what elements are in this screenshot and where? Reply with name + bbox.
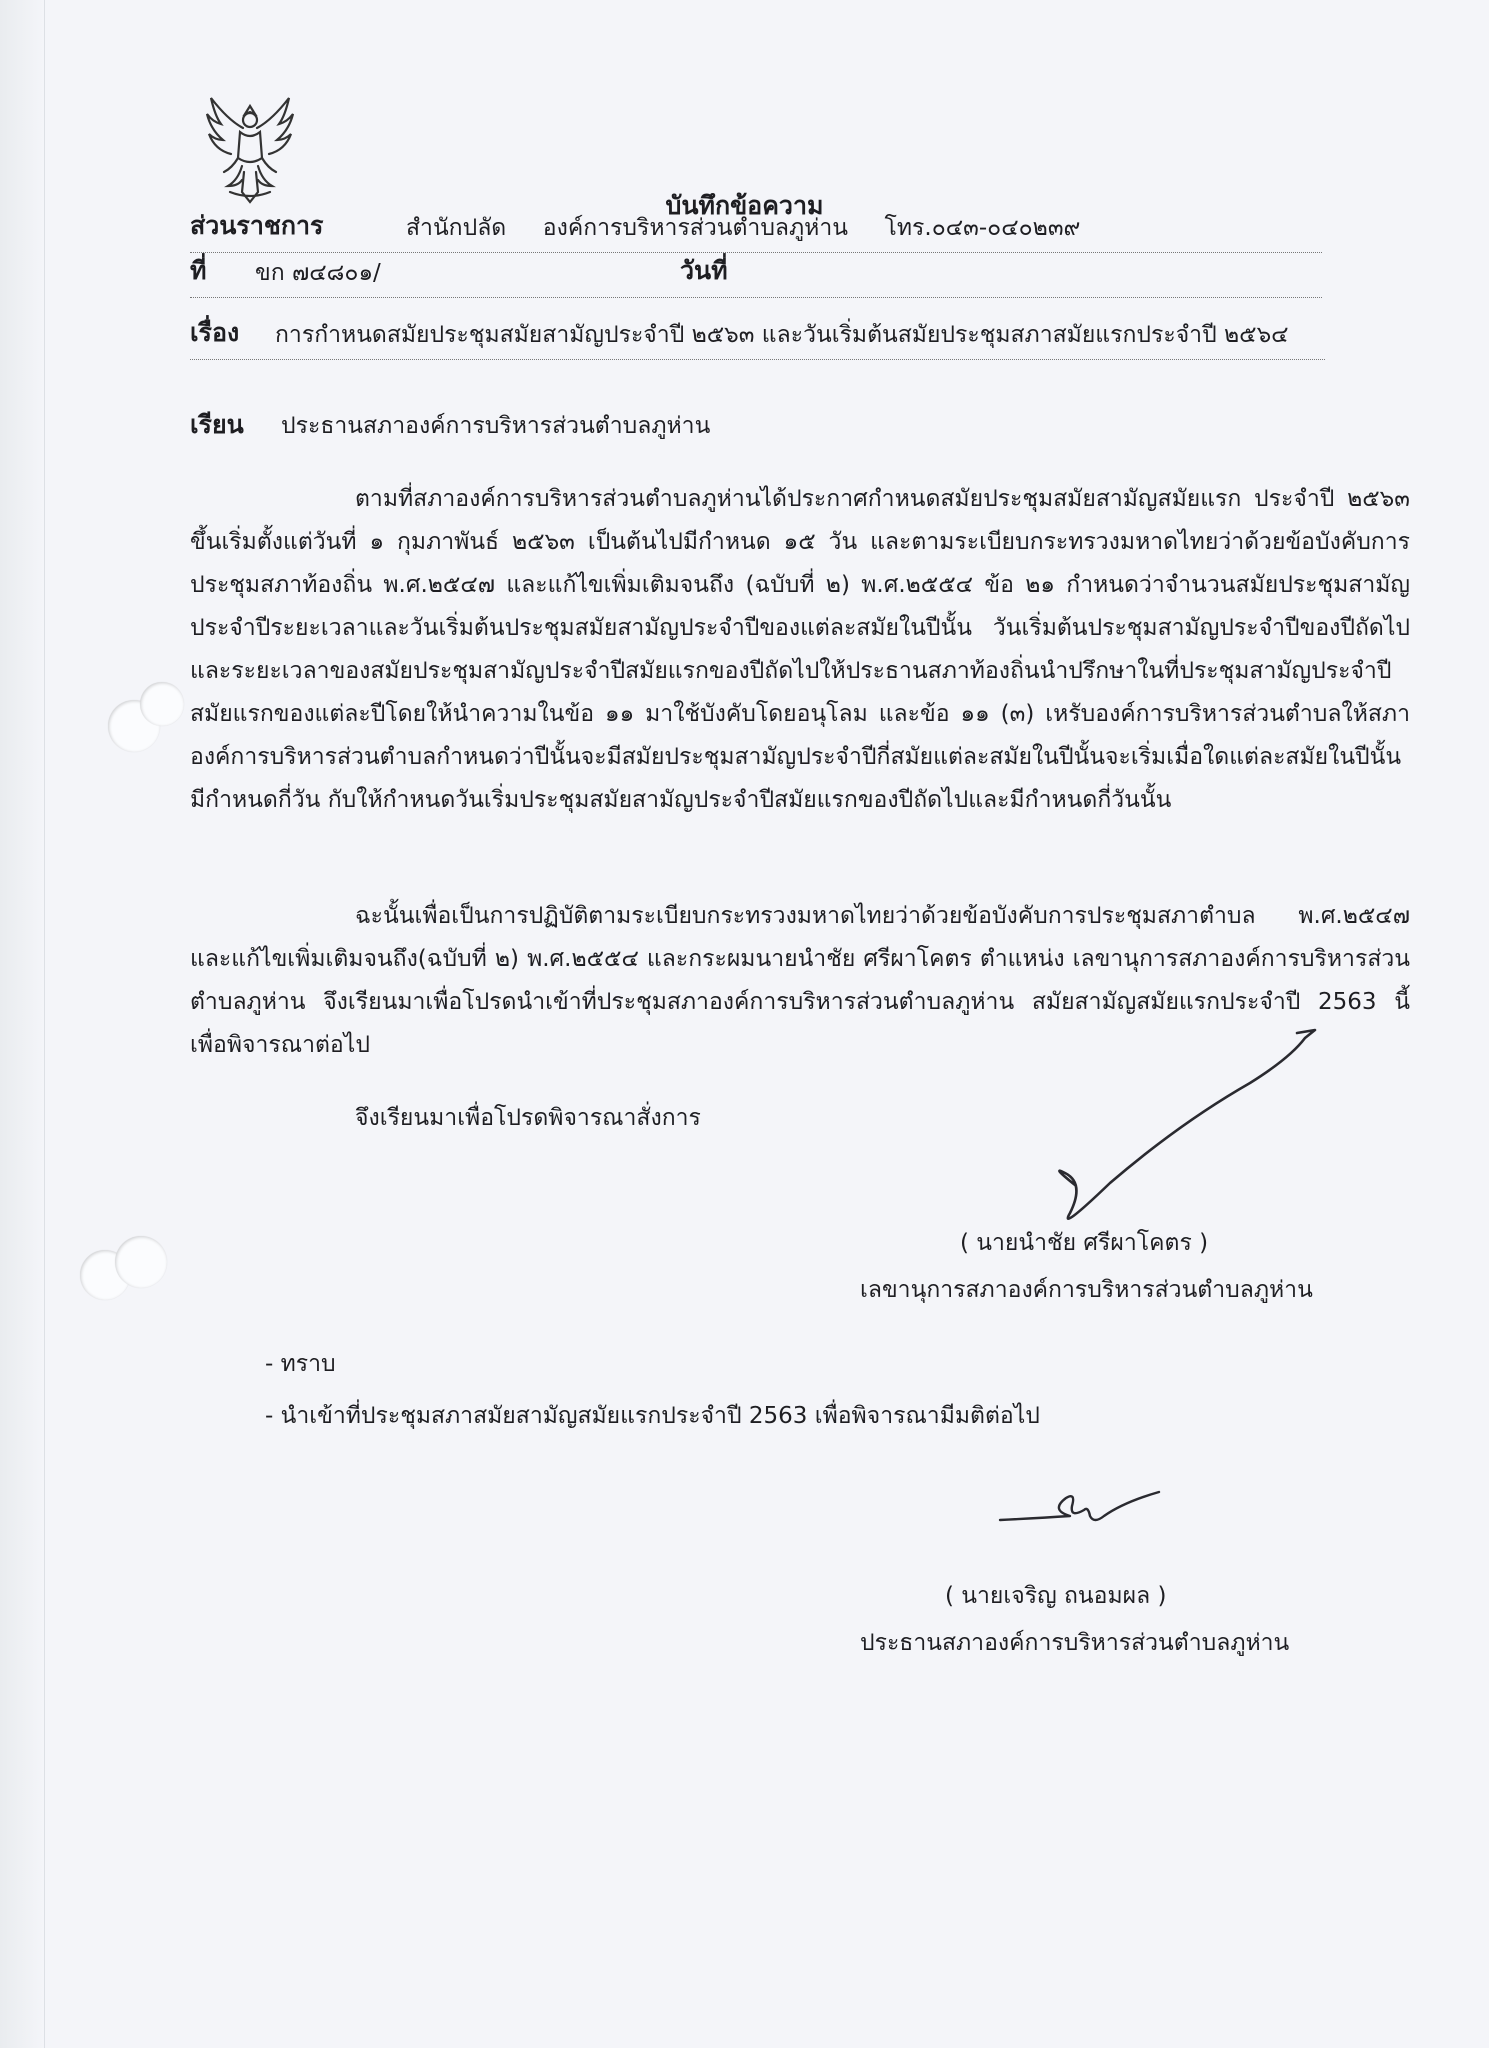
punch-hole <box>115 1236 167 1288</box>
agency-value: สำนักปลัด องค์การบริหารส่วนตำบลภูห่าน โทร.๐๔๓-๐๔๐๒๓๙ <box>406 215 1081 241</box>
page-edge <box>0 0 45 2048</box>
note-2: - นำเข้าที่ประชุมสภาสมัยสามัญสมัยแรกประจำปี 2563 เพื่อพิจารณามีมติต่อไป <box>265 1403 1040 1429</box>
signature-2-position: ประธานสภาองค์การบริหารส่วนตำบลภูห่าน <box>860 1630 1290 1656</box>
ref-label: ที่ <box>190 256 207 285</box>
punch-hole <box>140 682 184 726</box>
subject-label: เรื่อง <box>190 318 240 347</box>
body-paragraph-1: ตามที่สภาองค์การบริหารส่วนตำบลภูห่านได้ประกาศกำหนดสมัยประชุมสมัยสามัญสมัยแรก ประจำปี ๒๕๖๓ ขึ้นเริ่มตั้งแต่วันที่ ๑ กุมภาพันธ์ ๒๕๖๓ เป็นต้นไปมีกำหนด ๑๕ วัน และตามระเบียบกระทรวงมหาดไทยว่าด้วยข้อบังคับการประชุมสภาท้องถิ่น พ.ศ.๒๕๔๗ และแก้ไขเพิ่มเติมจนถึง (ฉบับที่ ๒) พ.ศ.๒๕๕๔ ข้อ ๒๑ กำหนดว่าจำนวนสมัยประชุมสามัญประจำปีระยะเวลาและวันเริ่มต้นประชุมสมัยสามัญประจำปีของแต่ละสมัยในปีนั้น วันเริ่มต้นประชุมสามัญประจำปีของปีถัดไปและระยะเวลาของสมัยประชุมสามัญประจำปีสมัยแรกของปีถัดไปให้ประธานสภาท้องถิ่นนำปรึกษาในที่ประชุมสามัญประจำปีสมัยแรกของแต่ละปีโดยให้นำความในข้อ ๑๑ มาใช้บังคับโดยอนุโลม และข้อ ๑๑ (๓) เหรับองค์การบริหารส่วนตำบลให้สภาองค์การบริหารส่วนตำบลกำหนดว่าปีนั้นจะมีสมัยประชุมสามัญประจำปีกี่สมัยแต่ละสมัยในปีนั้นจะเริ่มเมื่อใดแต่ละสมัยในปีนั้นมีกำหนดกี่วัน กับให้กำหนดวันเริ่มประชุมสมัยสามัญประจำปีสมัยแรกของปีถัดไปและมีกำหนดกี่วันนั้น <box>190 486 1410 813</box>
signature-1-name: ( นายนำชัย ศรีผาโคตร ) <box>960 1230 1209 1256</box>
header-subject-row <box>190 318 1325 360</box>
note-1: - ทราบ <box>265 1351 336 1377</box>
memo-title: บันทึกข้อความ <box>665 191 824 220</box>
agency-label: ส่วนราชการ <box>190 211 324 240</box>
date-label: วันที่ <box>680 256 728 285</box>
salutation-label: เรียน <box>190 410 244 439</box>
closing-line: จึงเรียนมาเพื่อโปรดพิจารณาสั่งการ <box>355 1105 701 1131</box>
body-paragraph-2: ฉะนั้นเพื่อเป็นการปฏิบัติตามระเบียบกระทรวงมหาดไทยว่าด้วยข้อบังคับการประชุมสภาตำบล พ.ศ.๒๕๔๗ และแก้ไขเพิ่มเติมจนถึง(ฉบับที่ ๒) พ.ศ.๒๕๕๔ และกระผมนายนำชัย ศรีผาโคตร ตำแหน่ง เลขานุการสภาองค์การบริหารส่วนตำบลภูห่าน จึงเรียนมาเพื่อโปรดนำเข้าที่ประชุมสภาองค์การบริหารส่วนตำบลภูห่าน สมัยสามัญสมัยแรกประจำปี 2563 นี้ เพื่อพิจารณาต่อไป <box>190 903 1410 1058</box>
signature-1-position: เลขานุการสภาองค์การบริหารส่วนตำบลภูห่าน <box>860 1277 1313 1303</box>
header-ref-row <box>190 256 1322 298</box>
salutation <box>190 405 710 445</box>
subject-value: การกำหนดสมัยประชุมสมัยสามัญประจำปี ๒๕๖๓ และวันเริ่มต้นสมัยประชุมสภาสมัยแรกประจำปี ๒๕๖๔ <box>275 322 1289 348</box>
salutation-value: ประธานสภาองค์การบริหารส่วนตำบลภูห่าน <box>281 413 711 439</box>
ref-value: ขก ๗๔๘๐๑/ <box>255 260 381 286</box>
signature-2-icon <box>995 1480 1195 1540</box>
signature-2-name: ( นายเจริญ ถนอมผล ) <box>945 1583 1167 1609</box>
header-agency-row <box>190 211 1322 253</box>
signature-1-icon <box>1030 1010 1370 1240</box>
